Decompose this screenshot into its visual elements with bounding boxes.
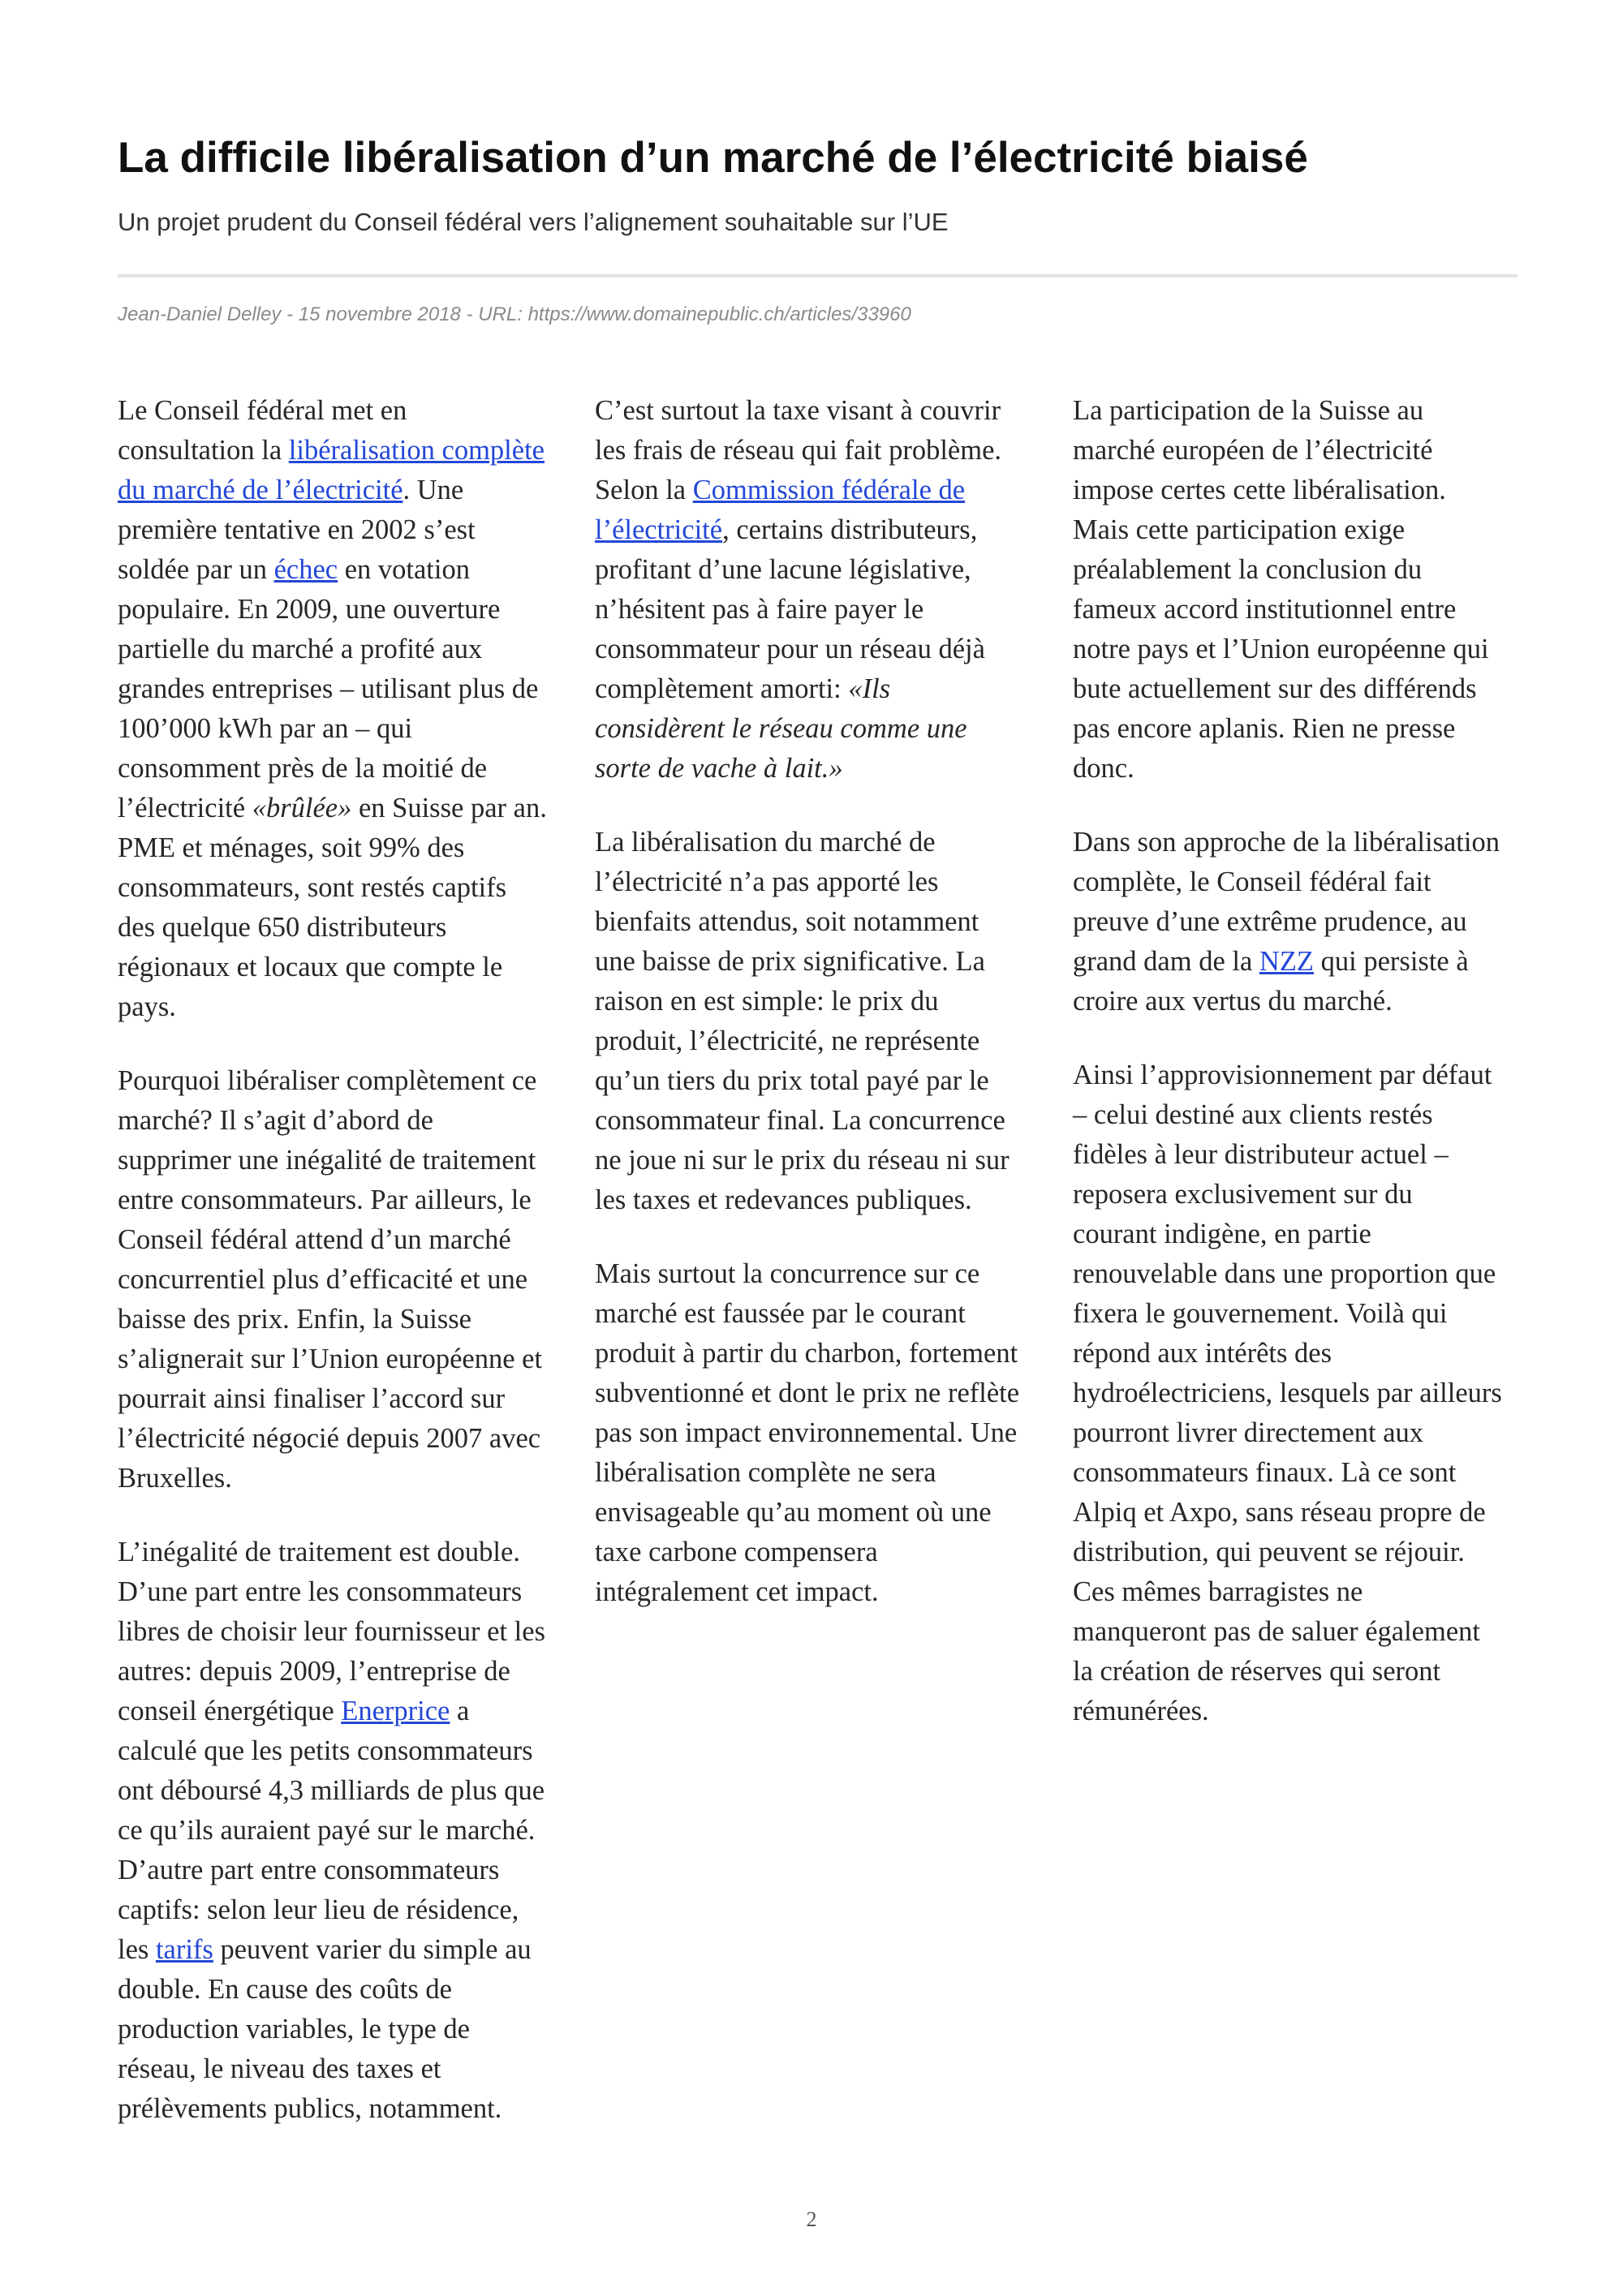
header-divider — [118, 274, 1518, 277]
paragraph-8: Dans son approche de la libéralisation complète, le Conseil fédéral fait preuve d’une extrême prudence, au grand dam de la NZZ qui persiste à croire aux vertus du marché. — [1073, 827, 1500, 1017]
quote-brulee: «brûlée» — [252, 793, 352, 823]
text-column-2 — [595, 391, 1025, 1646]
link-nzz[interactable]: NZZ — [1259, 946, 1314, 977]
paragraph-1: Le Conseil fédéral met en consultation la libéralisation complète du marché de l’électricité. Une première tentative en 2002 s’est soldée par un échec en votation populaire. En 2009, une ouverture partielle du marché a profité aux grandes entreprises – utilisant plus de 100’000 kWh par an – qui consomment près de la moitié de l’électricité «brûlée» en Suisse par an. PME et ménages, soit 99% des consommateurs, sont restés captifs des quelque 650 distributeurs régionaux et locaux que compte le pays. — [118, 395, 547, 1022]
paragraph-6: Mais surtout la concurrence sur ce marché est faussée par le courant produit à partir du charbon, fortement subventionné et dont le prix ne reflète pas son impact environnemental. Une libéralisation complète ne sera envisageable qu’au moment où une taxe carbone compensera intégralement cet impact. — [595, 1258, 1020, 1607]
paragraph-5: La libéralisation du marché de l’électricité n’a pas apporté les bienfaits attendus, soit notamment une baisse de prix significative. La raison en est simple: le prix du produit, l’électricité, ne représente qu’un tiers du prix total payé par le consommateur final. La concurrence ne joue ni sur le prix du réseau ni sur les taxes et redevances publiques. — [595, 827, 1010, 1215]
article-byline: Jean-Daniel Delley - 15 novembre 2018 - URL: https://www.domainepublic.ch/articles/33960 — [118, 303, 911, 325]
paragraph-2: Pourquoi libéraliser complètement ce marché? Il s’agit d’abord de supprimer une inégalité de traitement entre consommateurs. Par ailleurs, le Conseil fédéral attend d’un marché concurrentiel plus d’efficacité et une baisse des prix. Enfin, la Suisse s’alignerait sur l’Union européenne et pourrait ainsi finaliser l’accord sur l’électricité négocié depuis 2007 avec Bruxelles. — [118, 1065, 543, 1494]
link-liberalisation[interactable]: libéralisation complète du marché de l’électricité — [118, 435, 545, 505]
link-enerprice[interactable]: Enerprice — [341, 1696, 450, 1726]
paragraph-7: La participation de la Suisse au marché européen de l’électricité impose certes cette libéralisation. Mais cette participation exige préalablement la conclusion du fameux accord institutionnel entre notre pays et l’Union européenne qui bute actuellement sur des différends pas encore aplanis. Rien ne presse donc. — [1073, 395, 1489, 784]
paragraph-4: C’est surtout la taxe visant à couvrir les frais de réseau qui fait problème. Selon la Commission fédérale de l’électricité, certains distributeurs, profitant d’une lacune législative, n’hésitent pas à faire payer le consommateur pour un réseau déjà complètement amorti: «Ils considèrent le réseau comme une sorte de vache à lait.» — [595, 395, 1002, 784]
link-tarifs[interactable]: tarifs — [155, 1934, 213, 1965]
page-number: 2 — [806, 2208, 817, 2231]
paragraph-3: L’inégalité de traitement est double. D’une part entre les consommateurs libres de choisir leur fournisseur et les autres: depuis 2009, l’entreprise de conseil énergétique Enerprice a calculé que les petits consommateurs ont déboursé 4,3 milliards de plus que ce qu’ils auraient payé sur le marché. D’autre part entre consommateurs captifs: selon leur lieu de résidence, les tarifs peuvent varier du simple au double. En cause des coûts de production variables, le type de réseau, le niveau des taxes et prélèvements publics, notamment. — [118, 1537, 545, 2124]
article-subtitle: Un projet prudent du Conseil fédéral vers l’alignement souhaitable sur l’UE — [118, 208, 949, 236]
text-column-3 — [1073, 391, 1503, 1765]
quote-vache-a-lait: «Ils considèrent le réseau comme une sorte de vache à lait.» — [595, 673, 967, 784]
text-column-1 — [118, 391, 548, 2163]
link-echec[interactable]: échec — [273, 554, 338, 585]
article-title: La difficile libéralisation d’un marché de l’électricité biaisé — [118, 134, 1308, 182]
link-commission-federale[interactable]: Commission fédérale de l’électricité — [595, 475, 966, 545]
paragraph-9: Ainsi l’approvisionnement par défaut – celui destiné aux clients restés fidèles à leur distributeur actuel – reposera exclusivement sur du courant indigène, en partie renouvelable dans une proportion que fixera le gouvernement. Voilà qui répond aux intérêts des hydroélectriciens, lesquels par ailleurs pourront livrer directement aux consommateurs finaux. Là ce sont Alpiq et Axpo, sans réseau propre de distribution, qui peuvent se réjouir. Ces mêmes barragistes ne manqueront pas de saluer également la création de réserves qui seront rémunérées. — [1073, 1060, 1502, 1726]
